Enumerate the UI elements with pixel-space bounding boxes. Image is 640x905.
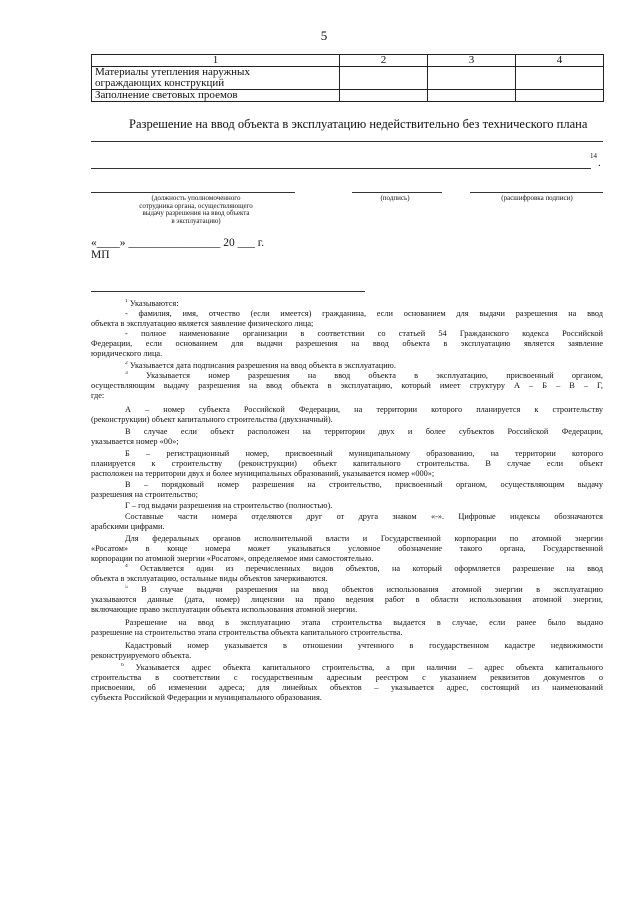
footnote-line xyxy=(91,585,603,594)
footnote-line: Г – год выдачи разрешения на строительство (полностью). xyxy=(125,501,333,510)
table-row-label: Заполнение световых проемов xyxy=(92,90,340,102)
footnote-mark: 3 xyxy=(125,371,128,377)
footnote-line: Составные части номера отделяются друг от друга знаком «-». Цифровые индексы обозначаются xyxy=(125,512,603,521)
footnote-line: реконструируемого объекта. xyxy=(91,651,192,660)
footnote-mark: 2 xyxy=(125,361,128,367)
footnote-line: субъекта Российской Федерации и муниципального образования. xyxy=(91,693,322,702)
table-cell xyxy=(428,90,516,102)
footnote-line: Федерации, если основанием для выдачи разрешения на ввод объекта в эксплуатацию является заявление xyxy=(91,339,603,348)
position-caption xyxy=(116,195,276,225)
footnote-line: Разрешение на ввод в эксплуатацию этапа строительства выдается в случае, если ранее было выдано xyxy=(125,618,603,627)
footnote-text: Оставляется один из перечисленных видов объектов, на который оформляется разрешение на ввод xyxy=(140,564,603,573)
footnote-reference: 14 xyxy=(590,152,597,160)
footnote-text: Указываются: xyxy=(129,299,179,308)
footnote-separator xyxy=(91,291,365,292)
fill-line xyxy=(91,141,603,142)
footnote-mark: 1 xyxy=(125,299,128,305)
table-header-cell: 1 xyxy=(92,55,340,67)
footnote-line: объекта в эксплуатацию является заявление физического лица; xyxy=(91,319,314,328)
signature-caption: (подпись) xyxy=(380,194,410,202)
signature-line xyxy=(352,192,442,193)
footnote-text: В случае выдачи разрешения на ввод объектов использования атомной энергии в эксплуатацию xyxy=(141,585,603,594)
table-cell xyxy=(428,67,516,90)
footnote-line: юридического лица. xyxy=(91,349,163,358)
footnote-line: разрешение на строительство этапа строительства объекта капитального строительства. xyxy=(91,628,403,637)
caption-line: выдачу разрешения на ввод объекта xyxy=(142,209,250,217)
table-row-label-line: ограждающих конструкций xyxy=(95,77,225,89)
footnote-line: Для федеральных органов исполнительной власти и Государственной корпорации по атомной энергии xyxy=(125,534,603,543)
table-row-label-line: Материалы утепления наружных xyxy=(95,66,250,78)
table-header-cell: 3 xyxy=(428,55,516,67)
table-row xyxy=(92,90,604,102)
position-signature-line xyxy=(91,192,295,193)
footnote-line: - фамилия, имя, отчество (если имеется) гражданина, если основанием для выдачи разрешения на ввод xyxy=(125,309,603,318)
caption-line: сотрудника органа, осуществляющего xyxy=(139,201,253,210)
table-cell xyxy=(516,67,604,90)
footnote-line: корпорации по атомной энергии «Росатом», определяемое ими самостоятельно. xyxy=(91,554,374,563)
characteristics-table xyxy=(91,54,604,102)
footnote-line: - полное наименование организации в соответствии со статьей 54 Гражданского кодекса Российской xyxy=(125,329,603,338)
footnote-line: строительства в соответствии с государственным адресным реестром с указанием реквизитов документов о xyxy=(91,673,603,682)
footnote-mark: 4 xyxy=(125,564,128,570)
footnote-line xyxy=(91,371,603,380)
table-row xyxy=(92,67,604,90)
name-decode-caption: (расшифровка подписи) xyxy=(501,194,573,202)
footnote-line: разрешения на строительство; xyxy=(91,490,198,499)
table-cell xyxy=(340,67,428,90)
footnote-line: указываются данные (дата, номер) лицензии на право ведения работ в области использования атомной энергии, xyxy=(91,595,603,604)
date-line: «____» ________________ 20 ___ г. xyxy=(91,237,265,249)
footnote-line: где: xyxy=(91,391,105,400)
table-cell xyxy=(340,90,428,102)
table-header-cell: 2 xyxy=(340,55,428,67)
footnote-text: Указывается адрес объекта капитального строительства, а при наличии – адрес объекта капитального xyxy=(135,663,603,672)
footnote-line: В случае если объект расположен на территории двух и более субъектов Российской Федерации, xyxy=(125,427,603,436)
footnote-line xyxy=(91,663,603,672)
footnote-mark: 5 xyxy=(125,585,128,591)
footnote-line: (реконструкции) объект капитального строительства (двухзначный). xyxy=(91,415,333,424)
footnote-line: расположен на территории двух и более муниципальных образований, указывается номер «000»; xyxy=(91,469,435,478)
footnote-line xyxy=(91,299,603,308)
footnote-line xyxy=(91,564,603,573)
footnote-line xyxy=(91,361,603,370)
table-header-row xyxy=(92,55,604,67)
footnote-line: присвоении, об изменении адреса; для линейных объектов – указывается адрес, состоящий из наименований xyxy=(91,683,603,692)
table-row-label xyxy=(92,67,340,90)
footnote-line: планируется к строительству (реконструкции) объект капитального строительства. В случае если объект xyxy=(91,459,603,468)
footnote-line: Кадастровый номер указывается в отношении учтенного в государственном кадастре недвижимости xyxy=(125,641,603,650)
footnote-line: А – номер субъекта Российской Федерации, на территории которого планируется к строительству xyxy=(125,405,603,414)
name-line xyxy=(470,192,603,193)
footnote-line: Б – регистрационный номер, присвоенный муниципальному образованию, на территории которого xyxy=(125,449,603,458)
footnote-mark: 6 xyxy=(121,663,124,669)
table-cell xyxy=(516,90,604,102)
footnote-line: арабскими цифрами. xyxy=(91,522,165,531)
table-header-cell: 4 xyxy=(516,55,604,67)
footnote-line: включающие право эксплуатации объекта использования атомной энергии. xyxy=(91,605,358,614)
caption-line: в эксплуатацию) xyxy=(171,216,221,225)
stamp-place: МП xyxy=(91,249,110,261)
fill-line xyxy=(91,168,591,169)
footnote-line: В – порядковый номер разрешения на строительство, присвоенный органом, осуществляющим выдачу xyxy=(125,480,603,489)
line-end-period: . xyxy=(598,157,601,169)
footnote-line: указывается номер «00»; xyxy=(91,437,179,446)
technical-plan-notice: Разрешение на ввод объекта в эксплуатацию недействительно без технического плана xyxy=(129,117,588,131)
footnote-text: Указывается дата подписания разрешения на ввод объекта в эксплуатацию. xyxy=(129,361,396,370)
footnote-line: объекта в эксплуатацию, остальные виды объектов зачеркиваются. xyxy=(91,574,328,583)
footnote-line: осуществляющим выдачу разрешения на ввод объекта в эксплуатацию, который имеет структуру А – Б – В – Г, xyxy=(91,381,603,390)
footnote-text: Указывается номер разрешения на ввод объекта в эксплуатацию, присвоенный органом, xyxy=(146,371,603,380)
page-number: 5 xyxy=(320,28,328,43)
footnote-line: «Росатом» в конце номера может указываться условное обозначение такого органа, Государственной xyxy=(91,544,603,553)
caption-line: (должность уполномоченного xyxy=(151,194,241,202)
